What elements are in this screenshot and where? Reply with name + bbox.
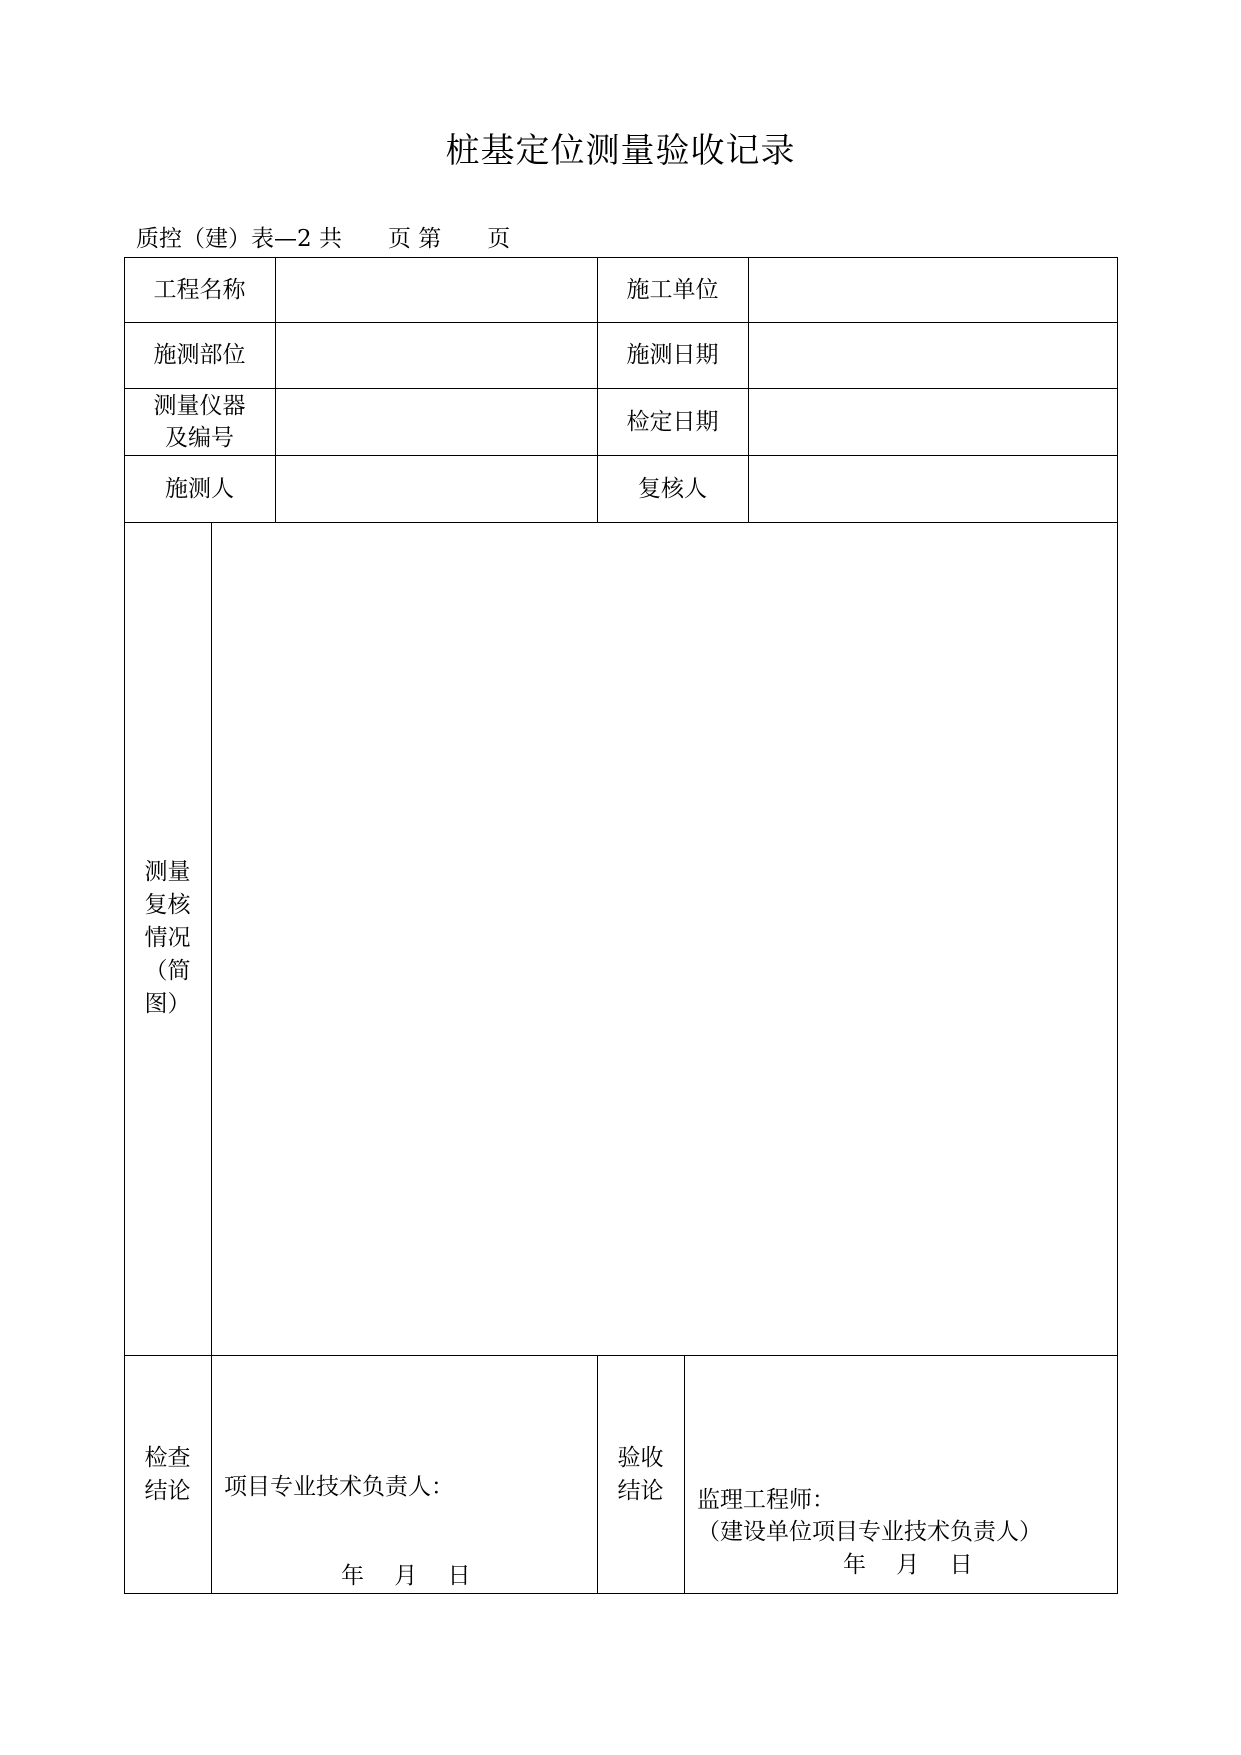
owner-technical-lead-label: （建设单位项目专业技术负责人） <box>697 1519 1042 1545</box>
label-calibration-date: 检定日期 <box>626 408 719 435</box>
acceptance-date: 年 月 日 <box>843 1552 973 1578</box>
label-survey-date: 施测日期 <box>626 342 719 368</box>
document-title: 桩基定位测量验收记录 <box>445 131 796 171</box>
label-surveyor: 施测人 <box>165 475 234 502</box>
value-survey-location[interactable] <box>276 322 597 388</box>
value-survey-date[interactable] <box>749 322 1118 388</box>
value-calibration-date[interactable] <box>749 388 1118 455</box>
column-divider <box>684 1355 685 1594</box>
label-project-name: 工程名称 <box>153 276 246 303</box>
value-instrument-and-number[interactable] <box>276 388 597 455</box>
label-survey-location: 施测部位 <box>153 342 246 368</box>
value-project-name[interactable] <box>276 257 597 322</box>
form-code: 质控（建）表—2 共 页 第 页 <box>136 226 511 252</box>
label-construction-unit: 施工单位 <box>626 276 719 303</box>
check-date: 年 月 日 <box>341 1563 471 1589</box>
label-instrument-and-number: 测量仪器 及编号 <box>153 392 246 451</box>
value-construction-unit[interactable] <box>749 257 1118 322</box>
supervising-engineer-label: 监理工程师： <box>697 1487 835 1513</box>
label-survey-review-sketch: 测量 复核 情况 （简 图） <box>144 859 191 1017</box>
value-reviewer[interactable] <box>749 455 1118 522</box>
check-signer-label: 项目专业技术负责人： <box>224 1474 454 1500</box>
label-acceptance-conclusion: 验收 结论 <box>617 1444 664 1504</box>
value-surveyor[interactable] <box>276 455 597 522</box>
survey-sketch-area[interactable] <box>212 522 1118 1355</box>
label-reviewer: 复核人 <box>638 475 707 502</box>
label-check-conclusion: 检查 结论 <box>144 1444 191 1504</box>
